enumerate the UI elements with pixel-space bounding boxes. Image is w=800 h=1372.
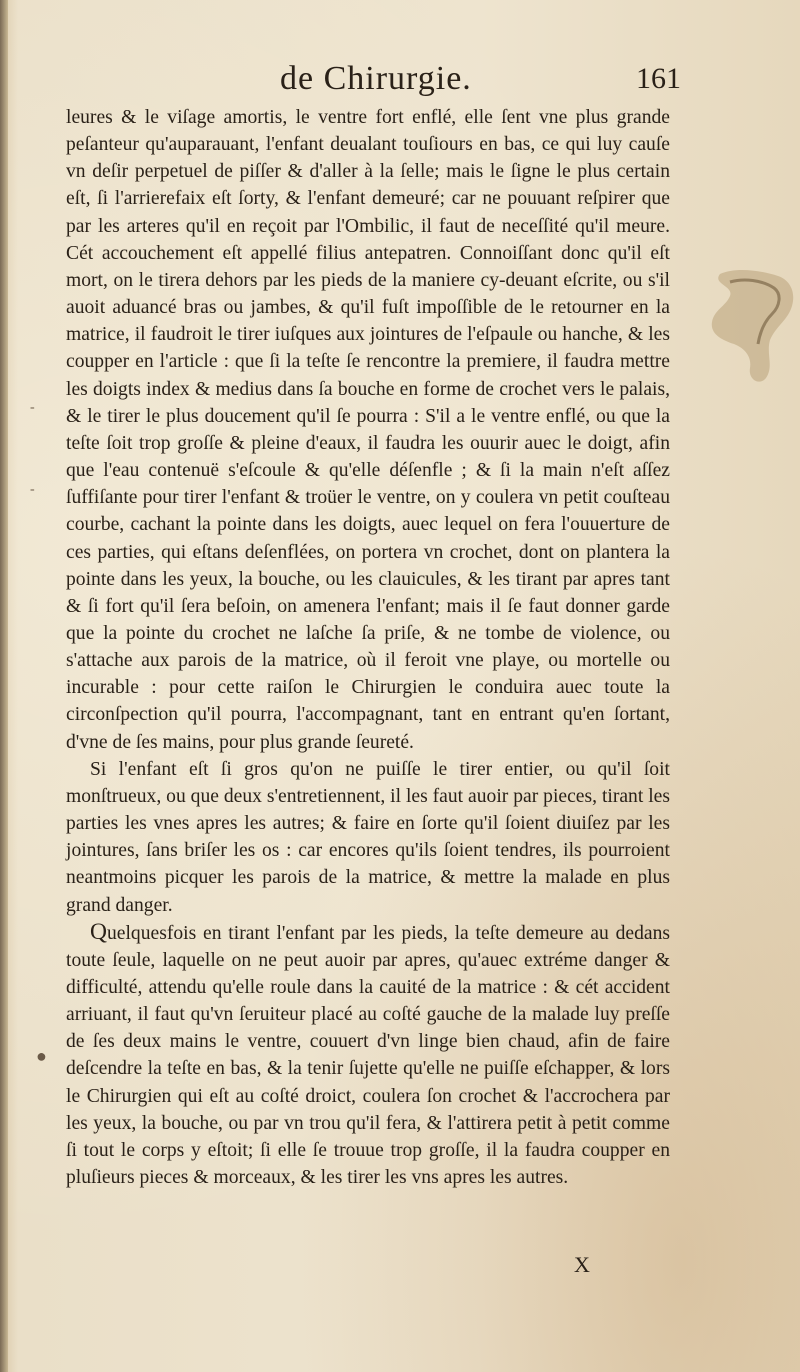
margin-blot: ● xyxy=(36,1046,47,1066)
paragraph-2: Si l'enfant eſt ſi gros qu'on ne puiſſe le tirer entier, ou qu'il ſoit monſtrueux, ou que deux s'entretiennent, il les faut auoir par pieces, tirant les parties les vnes apres les autres; & faire en ſorte qu'il ſoient diuiſez par les jointures, ſans briſer les os : car encores qu'ils ſoient tendres, ils pourroient neantmoins picquer les parois de la matrice, & mettre la malade en plus grand danger. xyxy=(66,758,670,916)
running-title: de Chirurgie. xyxy=(280,60,472,97)
margin-dash-1: - xyxy=(30,400,35,415)
page-number: 161 xyxy=(636,62,681,95)
body-text xyxy=(66,104,670,1191)
margin-dash-2: - xyxy=(30,482,35,497)
page-spine xyxy=(0,0,8,1372)
paragraph-3: Quelquesfois en tirant l'enfant par les pieds, la teſte demeure au dedans toute ſeule, laquelle on ne peut auoir par apres, qu'auec extréme danger & difficulté, attendu qu'elle roule dans la cauité de la matrice : & cét accident arriuant, il faut qu'vn ſeruiteur placé au coſté gauche de la malade luy preſſe de ſes deux mains le ventre, couuert d'vn linge bien chaud, afin de faire deſcendre la teſte en bas, & la tenir ſujette qu'elle ne puiſſe eſchapper, & lors le Chirurgien qui eſt au coſté droict, coulera ſon crochet & l'accrochera par les yeux, la bouche, ou par vn trou qu'il fera, & l'attirera petit à petit comme ſi tout le corps y eſtoit; ſi elle ſe trouue trop groſſe, il la faudra coupper en pluſieurs pieces & morceaux, & les tirer les vns apres les autres. xyxy=(66,918,670,1189)
signature-mark: X xyxy=(574,1252,590,1277)
ink-stain-illustration xyxy=(700,262,800,392)
running-header xyxy=(0,60,800,106)
paragraph-1: leures & le viſage amortis, le ventre fort enflé, elle ſent vne plus grande peſanteur qu'auparauant, l'enfant deualant touſiours en bas, ce qui luy cauſe vn deſir perpetuel de piſſer & d'aller à la ſelle; mais le ſigne le plus certain eſt, ſi l'arrierefaix eſt ſorty, & l'enfant demeuré; car ne pouuant reſpirer que par les arteres qu'il en reçoit par l'Ombilic, il faut de neceſſité qu'il meure. Cét accouchement eſt appellé filius antepatren. Connoiſſant donc qu'il eſt mort, on le tirera dehors par les pieds de la maniere cy-deuant eſcrite, ou s'il auoit aduancé bras ou jambes, & qu'il fuſt impoſſible de le retourner en la matrice, il faudroit le tirer iuſques aux jointures de l'eſpaule ou hanche, & les coupper en l'article : que ſi la teſte ſe rencontre la premiere, il faudra mettre les doigts index & medius dans ſa bouche en forme de crochet vers le palais, & le tirer le plus doucement qu'il ſe pourra : S'il a le ventre enflé, ou que la teſte ſoit trop groſſe & pleine d'eaux, il faudra les ouurir auec le doigt, afin que l'eau contenuë s'eſcoule & qu'elle déſenfle ; & ſi la main n'eſt aſſez ſuffiſante pour tirer l'enfant & troüer le ventre, on y coulera vn petit couſteau courbe, cachant la pointe dans les doigts, auec lequel on fera l'ouuerture de ces parties, qui eſtans deſenflées, on portera vn crochet, dont on plantera la pointe dans les yeux, la bouche, ou les clauicules, & les tirant par apres tant & ſi fort qu'il ſera beſoin, on amenera l'enfant; mais il ſe faut donner garde que la pointe du crochet ne laſche ſa priſe, & ne tombe de violence, ou s'attache aux parois de la matrice, où il feroit vne playe, ou mortelle ou incurable : pour cette raiſon le Chirurgien le conduira auec toute la circonſpection qu'il pourra, l'accompagnant, tant en entrant qu'en ſortant, d'vne de ſes mains, pour plus grande ſeureté. xyxy=(66,107,670,753)
